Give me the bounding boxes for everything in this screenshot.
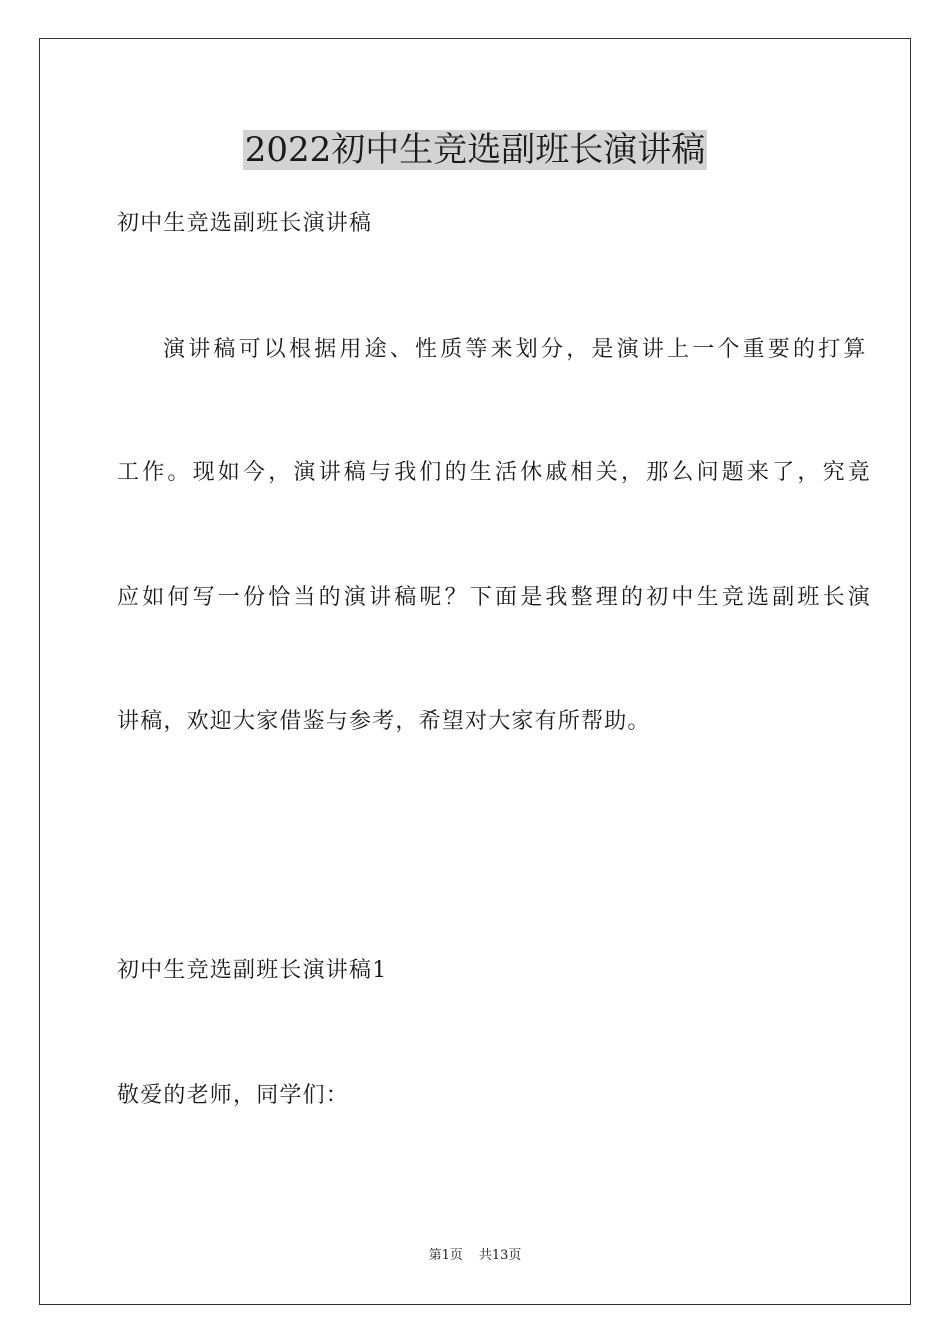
salutation: 敬爱的老师，同学们： <box>117 1083 350 1108</box>
intro-line-3: 应如何写一份恰当的演讲稿呢？下面是我整理的初中生竞选副班长演 <box>117 585 874 610</box>
page-number: 第1页 <box>428 1248 463 1263</box>
document-title <box>0 128 950 172</box>
document-subtitle: 初中生竞选副班长演讲稿 <box>117 211 373 236</box>
intro-line-2: 工作。现如今，演讲稿与我们的生活休戚相关，那么问题来了，究竟 <box>117 460 874 485</box>
page-total: 共13页 <box>478 1248 522 1263</box>
section-heading: 初中生竞选副班长演讲稿1 <box>117 958 388 983</box>
intro-line-4: 讲稿，欢迎大家借鉴与参考，希望对大家有所帮助。 <box>117 709 651 734</box>
intro-line-1: 演讲稿可以根据用途、性质等来划分，是演讲上一个重要的打算 <box>163 337 869 362</box>
document-title-text: 2022初中生竞选副班长演讲稿 <box>244 130 706 170</box>
page-footer <box>0 1247 950 1265</box>
